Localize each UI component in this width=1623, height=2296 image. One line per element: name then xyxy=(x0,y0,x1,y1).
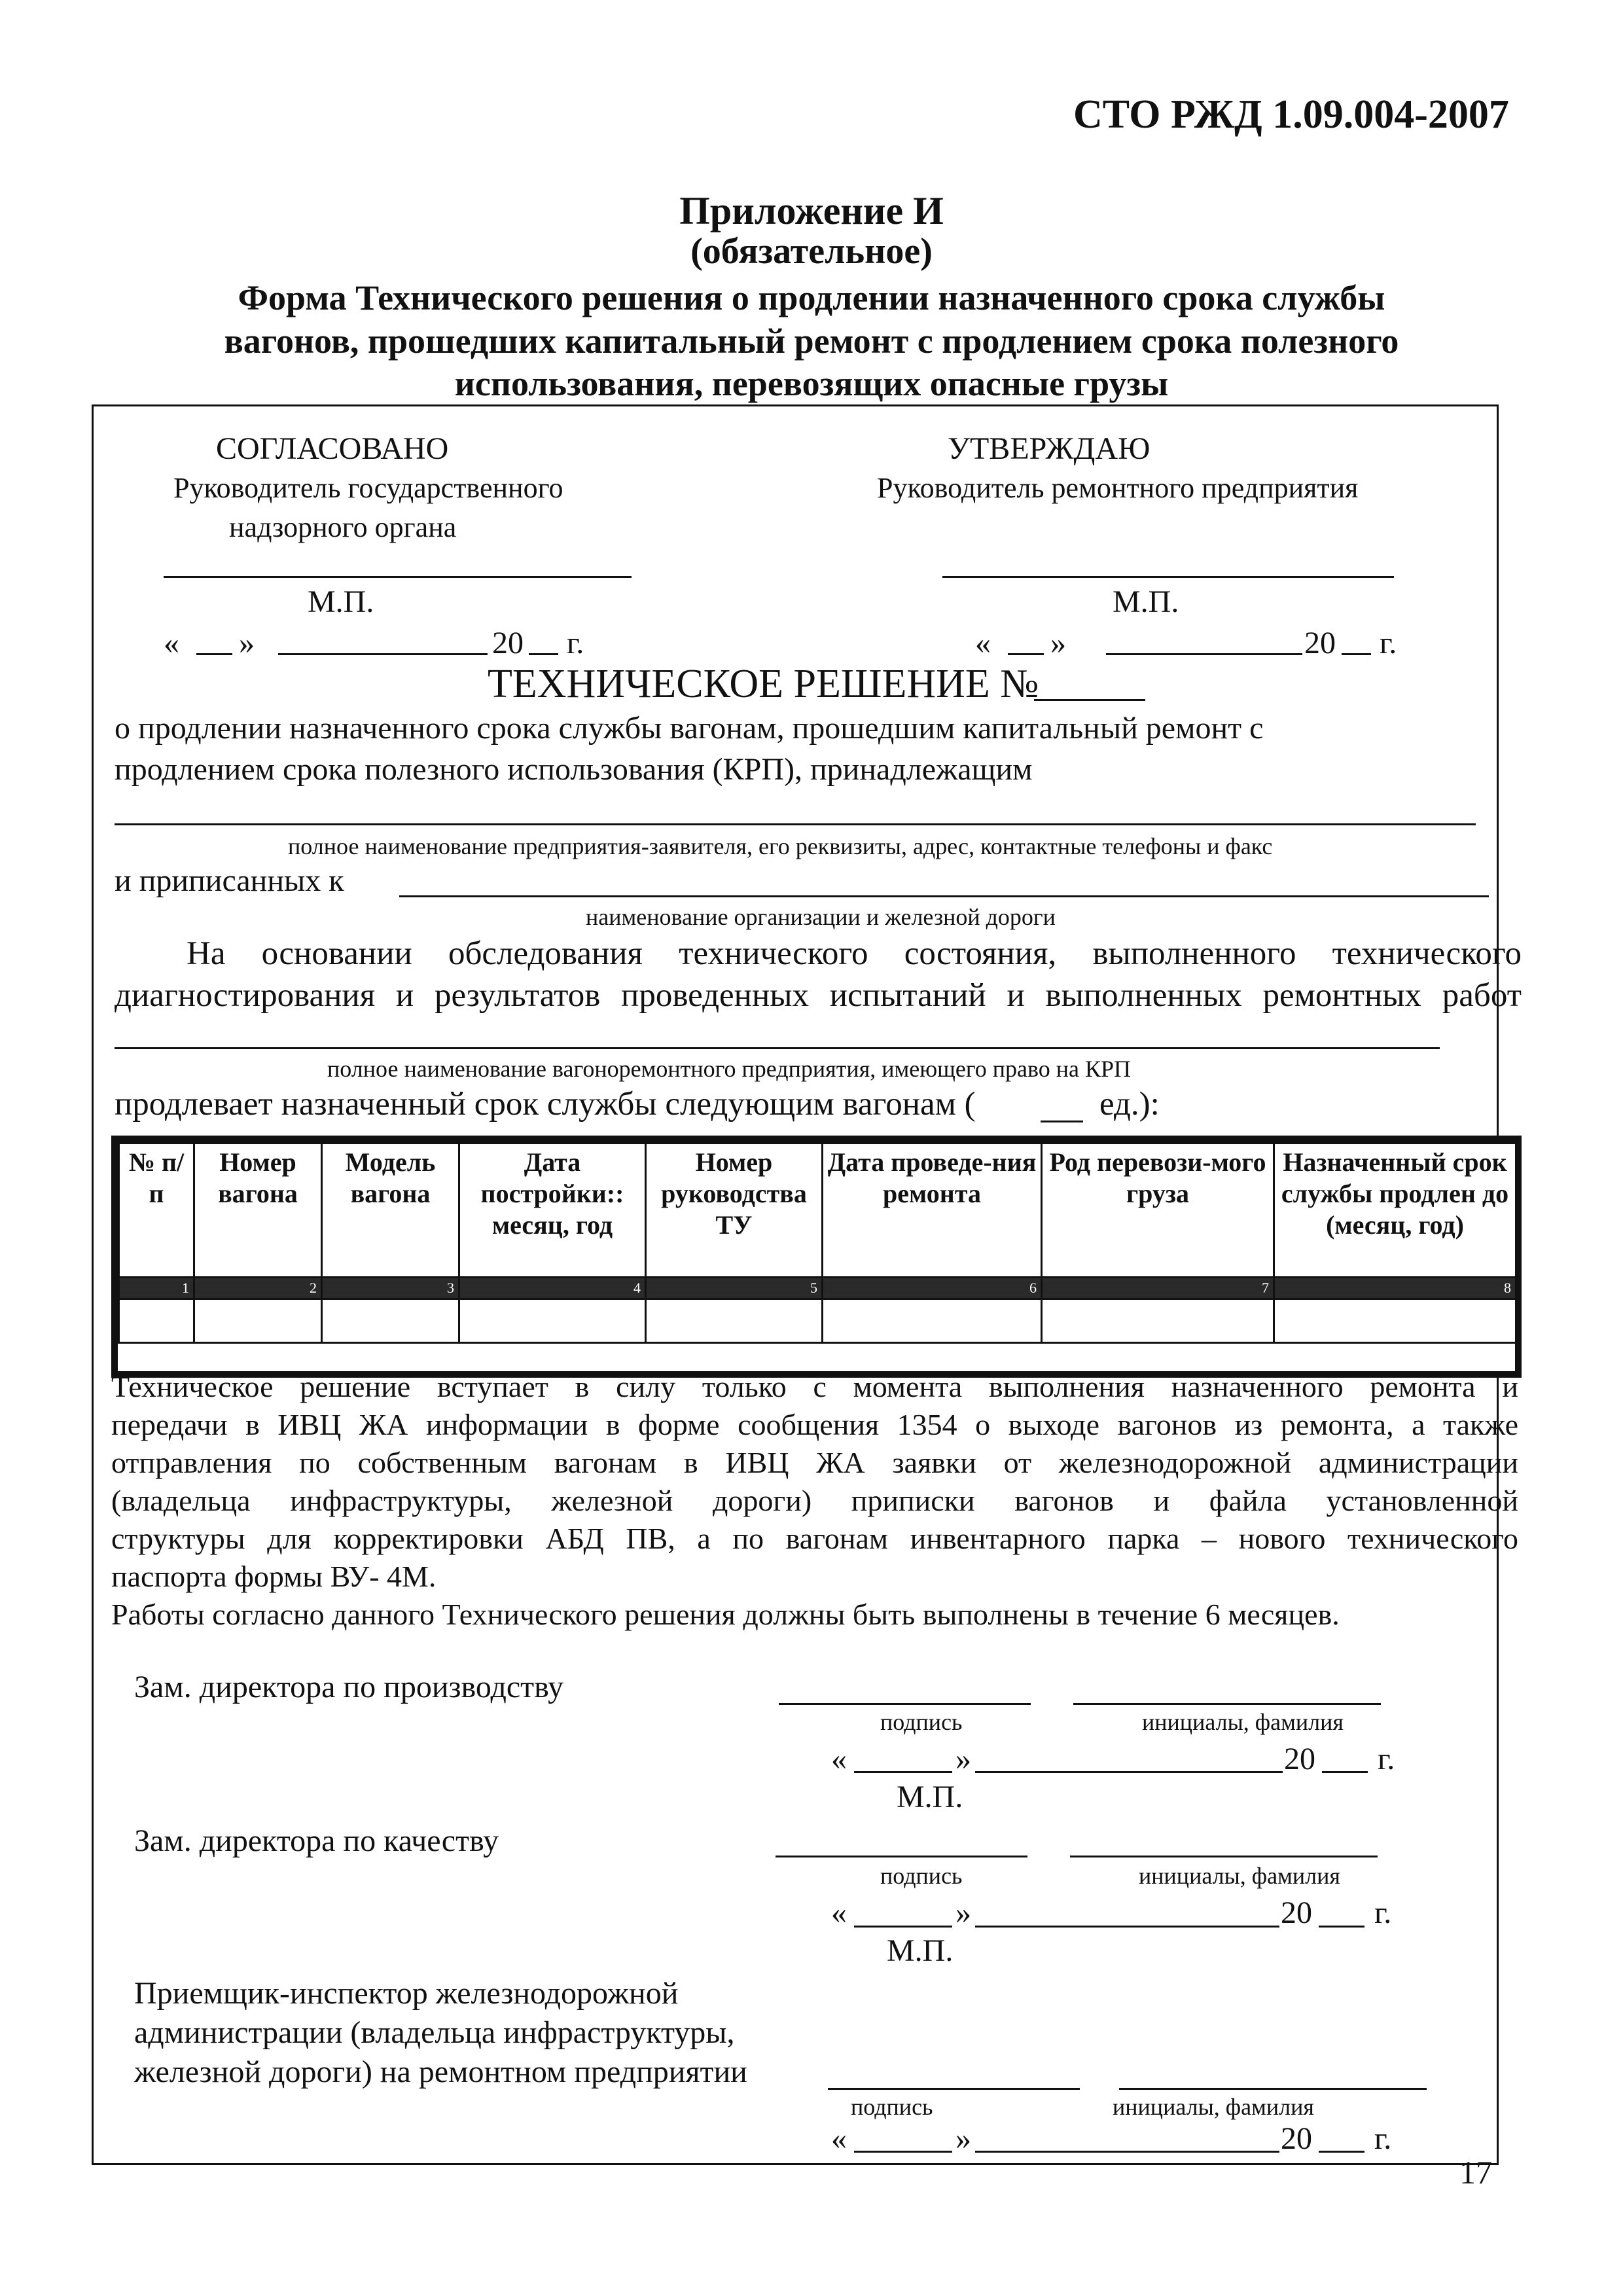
approval-right-year: 20 xyxy=(1304,626,1336,660)
approval-right-heading: УТВЕРЖДАЮ xyxy=(948,431,1150,466)
column-number: 3 xyxy=(322,1278,459,1299)
conditions-line: отправления по собственным вагонам в ИВЦ ЖА заявки от железнодорожной администрации xyxy=(111,1446,1518,1479)
approval-right-role: Руководитель ремонтного предприятия xyxy=(877,472,1359,504)
table-row xyxy=(119,1299,1516,1343)
year-suffix: г. xyxy=(1378,1742,1395,1776)
table-cell[interactable] xyxy=(823,1299,1042,1343)
deputy-quality-label: Зам. директора по качеству xyxy=(134,1823,499,1858)
year-suffix: г. xyxy=(1374,1895,1392,1930)
day-line xyxy=(854,1926,952,1928)
extends-unit: ед.): xyxy=(1099,1086,1160,1122)
approval-right-day-line xyxy=(1008,653,1044,655)
approval-left-date-close: » xyxy=(239,626,255,660)
approval-right-date-open: « xyxy=(975,626,991,660)
column-header: Род перевози-мого груза xyxy=(1042,1143,1274,1278)
approval-left-stamp: М.П. xyxy=(308,584,374,619)
date-open: « xyxy=(831,1895,847,1930)
applicant-hint: полное наименование предприятия-заявителя, его реквизиты, адрес, контактные телефоны и факс xyxy=(288,833,1273,859)
year-prefix: 20 xyxy=(1284,1742,1315,1776)
stamp-label: М.П. xyxy=(887,1933,954,1968)
applicant-line xyxy=(115,823,1476,825)
decision-line1: о продлении назначенного срока службы вагонам, прошедшим капитальный ремонт с xyxy=(115,711,1264,745)
deputy-quality-sign-line xyxy=(776,1856,1027,1857)
approval-left-signature-line xyxy=(164,576,632,578)
document-code: СТО РЖД 1.09.004-2007 xyxy=(1073,92,1509,137)
approval-left-role2: надзорного органа xyxy=(229,511,457,543)
column-number: 8 xyxy=(1274,1278,1516,1299)
sign-hint: подпись xyxy=(880,1709,963,1735)
sign-hint: подпись xyxy=(851,2094,933,2120)
decision-number-line xyxy=(1034,699,1145,701)
approval-left-role1: Руководитель государственного xyxy=(173,472,563,504)
assigned-label: и приписанных к xyxy=(115,863,344,898)
year-suffix: г. xyxy=(1374,2121,1392,2156)
table-cell[interactable] xyxy=(459,1299,646,1343)
column-header: Дата проведе-ния ремонта xyxy=(823,1143,1042,1278)
extends-text: продлевает назначенный срок службы следующим вагонам ( xyxy=(115,1086,976,1122)
column-header: № п/п xyxy=(119,1143,194,1278)
wagons-table-frame xyxy=(111,1136,1522,1378)
assigned-hint: наименование организации и железной дороги xyxy=(586,904,1056,930)
column-number-row xyxy=(119,1278,1516,1299)
approval-right-month-line xyxy=(1106,653,1302,655)
stamp-label: М.П. xyxy=(897,1780,963,1814)
approval-right-year-line xyxy=(1342,653,1371,655)
assigned-line xyxy=(399,895,1489,897)
inspector-name-line xyxy=(1119,2088,1427,2090)
approval-left-heading: СОГЛАСОВАНО xyxy=(216,431,449,466)
conditions-line: передачи в ИВЦ ЖА информации в форме сообщения 1354 о выходе вагонов из ремонта, а также xyxy=(111,1408,1518,1441)
deputy-production-sign-line xyxy=(779,1703,1031,1705)
appendix-title: Приложение И xyxy=(679,189,944,232)
table-cell[interactable] xyxy=(322,1299,459,1343)
page-number: 17 xyxy=(1459,2154,1492,2191)
column-number: 4 xyxy=(459,1278,646,1299)
conditions-line: Техническое решение вступает в силу только с момента выполнения назначенного ремонта и xyxy=(111,1370,1518,1403)
deputy-quality-name-line xyxy=(1070,1856,1378,1857)
approval-left-year: 20 xyxy=(492,626,524,660)
day-line xyxy=(854,2151,952,2153)
date-open: « xyxy=(831,1742,847,1776)
date-close: » xyxy=(955,1742,971,1776)
inspector-label-line2: администрации (владельца инфраструктуры, xyxy=(134,2015,735,2050)
table-cell[interactable] xyxy=(646,1299,823,1343)
table-cell[interactable] xyxy=(119,1299,194,1343)
name-hint: инициалы, фамилия xyxy=(1142,1709,1344,1735)
approval-left-date-open: « xyxy=(164,626,179,660)
basis-line1-text: На основании обследования технического состояния, выполненного технического xyxy=(187,935,1522,972)
basis-line2 xyxy=(115,977,1522,1014)
inspector-label-line1: Приемщик-инспектор железнодорожной xyxy=(134,1976,679,2011)
approval-left-year-line xyxy=(529,653,558,655)
approval-right-year-suffix: г. xyxy=(1380,626,1397,660)
approval-right-stamp: М.П. xyxy=(1113,584,1179,619)
year-line xyxy=(1322,1771,1368,1773)
conditions-line: структуры для корректировки АБД ПВ, а по вагонам инвентарного парка – нового технического xyxy=(111,1522,1518,1555)
month-line xyxy=(975,1926,1279,1928)
deputy-production-name-line xyxy=(1073,1703,1381,1705)
table-header-row xyxy=(119,1143,1516,1278)
year-line xyxy=(1319,1926,1364,1928)
column-number: 6 xyxy=(823,1278,1042,1299)
column-number: 7 xyxy=(1042,1278,1274,1299)
inspector-sign-line xyxy=(828,2088,1080,2090)
conditions-paragraph xyxy=(111,1368,1518,1634)
repair-enterprise-line xyxy=(115,1047,1440,1049)
column-number: 2 xyxy=(194,1278,322,1299)
column-header: Назначенный срок службы продлен до (месяц, год) xyxy=(1274,1143,1516,1278)
table-cell[interactable] xyxy=(1042,1299,1274,1343)
table-cell[interactable] xyxy=(194,1299,322,1343)
sign-hint: подпись xyxy=(880,1863,963,1889)
year-line xyxy=(1319,2151,1364,2153)
date-close: » xyxy=(955,1895,971,1930)
approval-left-day-line xyxy=(196,653,232,655)
form-title-line1: Форма Технического решения о продлении назначенного срока службы xyxy=(238,278,1385,317)
form-title-line3: использования, перевозящих опасные грузы xyxy=(454,364,1169,403)
column-number: 5 xyxy=(646,1278,823,1299)
date-open: « xyxy=(831,2121,847,2156)
day-line xyxy=(854,1771,952,1773)
approval-right-date-close: » xyxy=(1050,626,1066,660)
deputy-production-label: Зам. директора по производству xyxy=(134,1670,564,1704)
appendix-status: (обязательное) xyxy=(690,231,933,272)
repair-enterprise-hint: полное наименование вагоноремонтного предприятия, имеющего право на КРП xyxy=(327,1056,1132,1082)
basis-line1 xyxy=(115,935,1522,973)
column-number: 1 xyxy=(119,1278,194,1299)
approval-right-signature-line xyxy=(942,576,1394,578)
column-header: Модель вагона xyxy=(322,1143,459,1278)
conditions-line: паспорта формы ВУ- 4М. xyxy=(111,1560,437,1593)
basis-line2-text: диагностирования и результатов проведенных испытаний и выполненных ремонтных работ xyxy=(115,977,1522,1014)
table-cell[interactable] xyxy=(1274,1299,1516,1343)
month-line xyxy=(975,1771,1283,1773)
decision-title: ТЕХНИЧЕСКОЕ РЕШЕНИЕ № xyxy=(488,662,1039,706)
column-header: Номер руководства ТУ xyxy=(646,1143,823,1278)
year-prefix: 20 xyxy=(1281,1895,1312,1930)
name-hint: инициалы, фамилия xyxy=(1139,1863,1340,1889)
approval-left-year-suffix: г. xyxy=(567,626,584,660)
decision-line2: продлением срока полезного использования (КРП), принадлежащим xyxy=(115,752,1033,787)
month-line xyxy=(975,2151,1279,2153)
column-header: Дата постройки:: месяц, год xyxy=(459,1143,646,1278)
date-close: » xyxy=(955,2121,971,2156)
inspector-label-line3: железной дороги) на ремонтном предприятии xyxy=(134,2054,747,2089)
column-header: Номер вагона xyxy=(194,1143,322,1278)
quantity-line xyxy=(1041,1121,1083,1122)
form-title-line2: вагонов, прошедших капитальный ремонт с продлением срока полезного xyxy=(224,321,1399,361)
approval-left-month-line xyxy=(278,653,488,655)
conditions-line: (владельца инфраструктуры, железной дороги) приписки вагонов и файла установленной xyxy=(111,1484,1518,1517)
name-hint: инициалы, фамилия xyxy=(1113,2094,1314,2120)
year-prefix: 20 xyxy=(1281,2121,1312,2156)
wagons-table xyxy=(118,1142,1517,1344)
deadline-text: Работы согласно данного Технического решения должны быть выполнены в течение 6 месяцев. xyxy=(111,1598,1340,1631)
